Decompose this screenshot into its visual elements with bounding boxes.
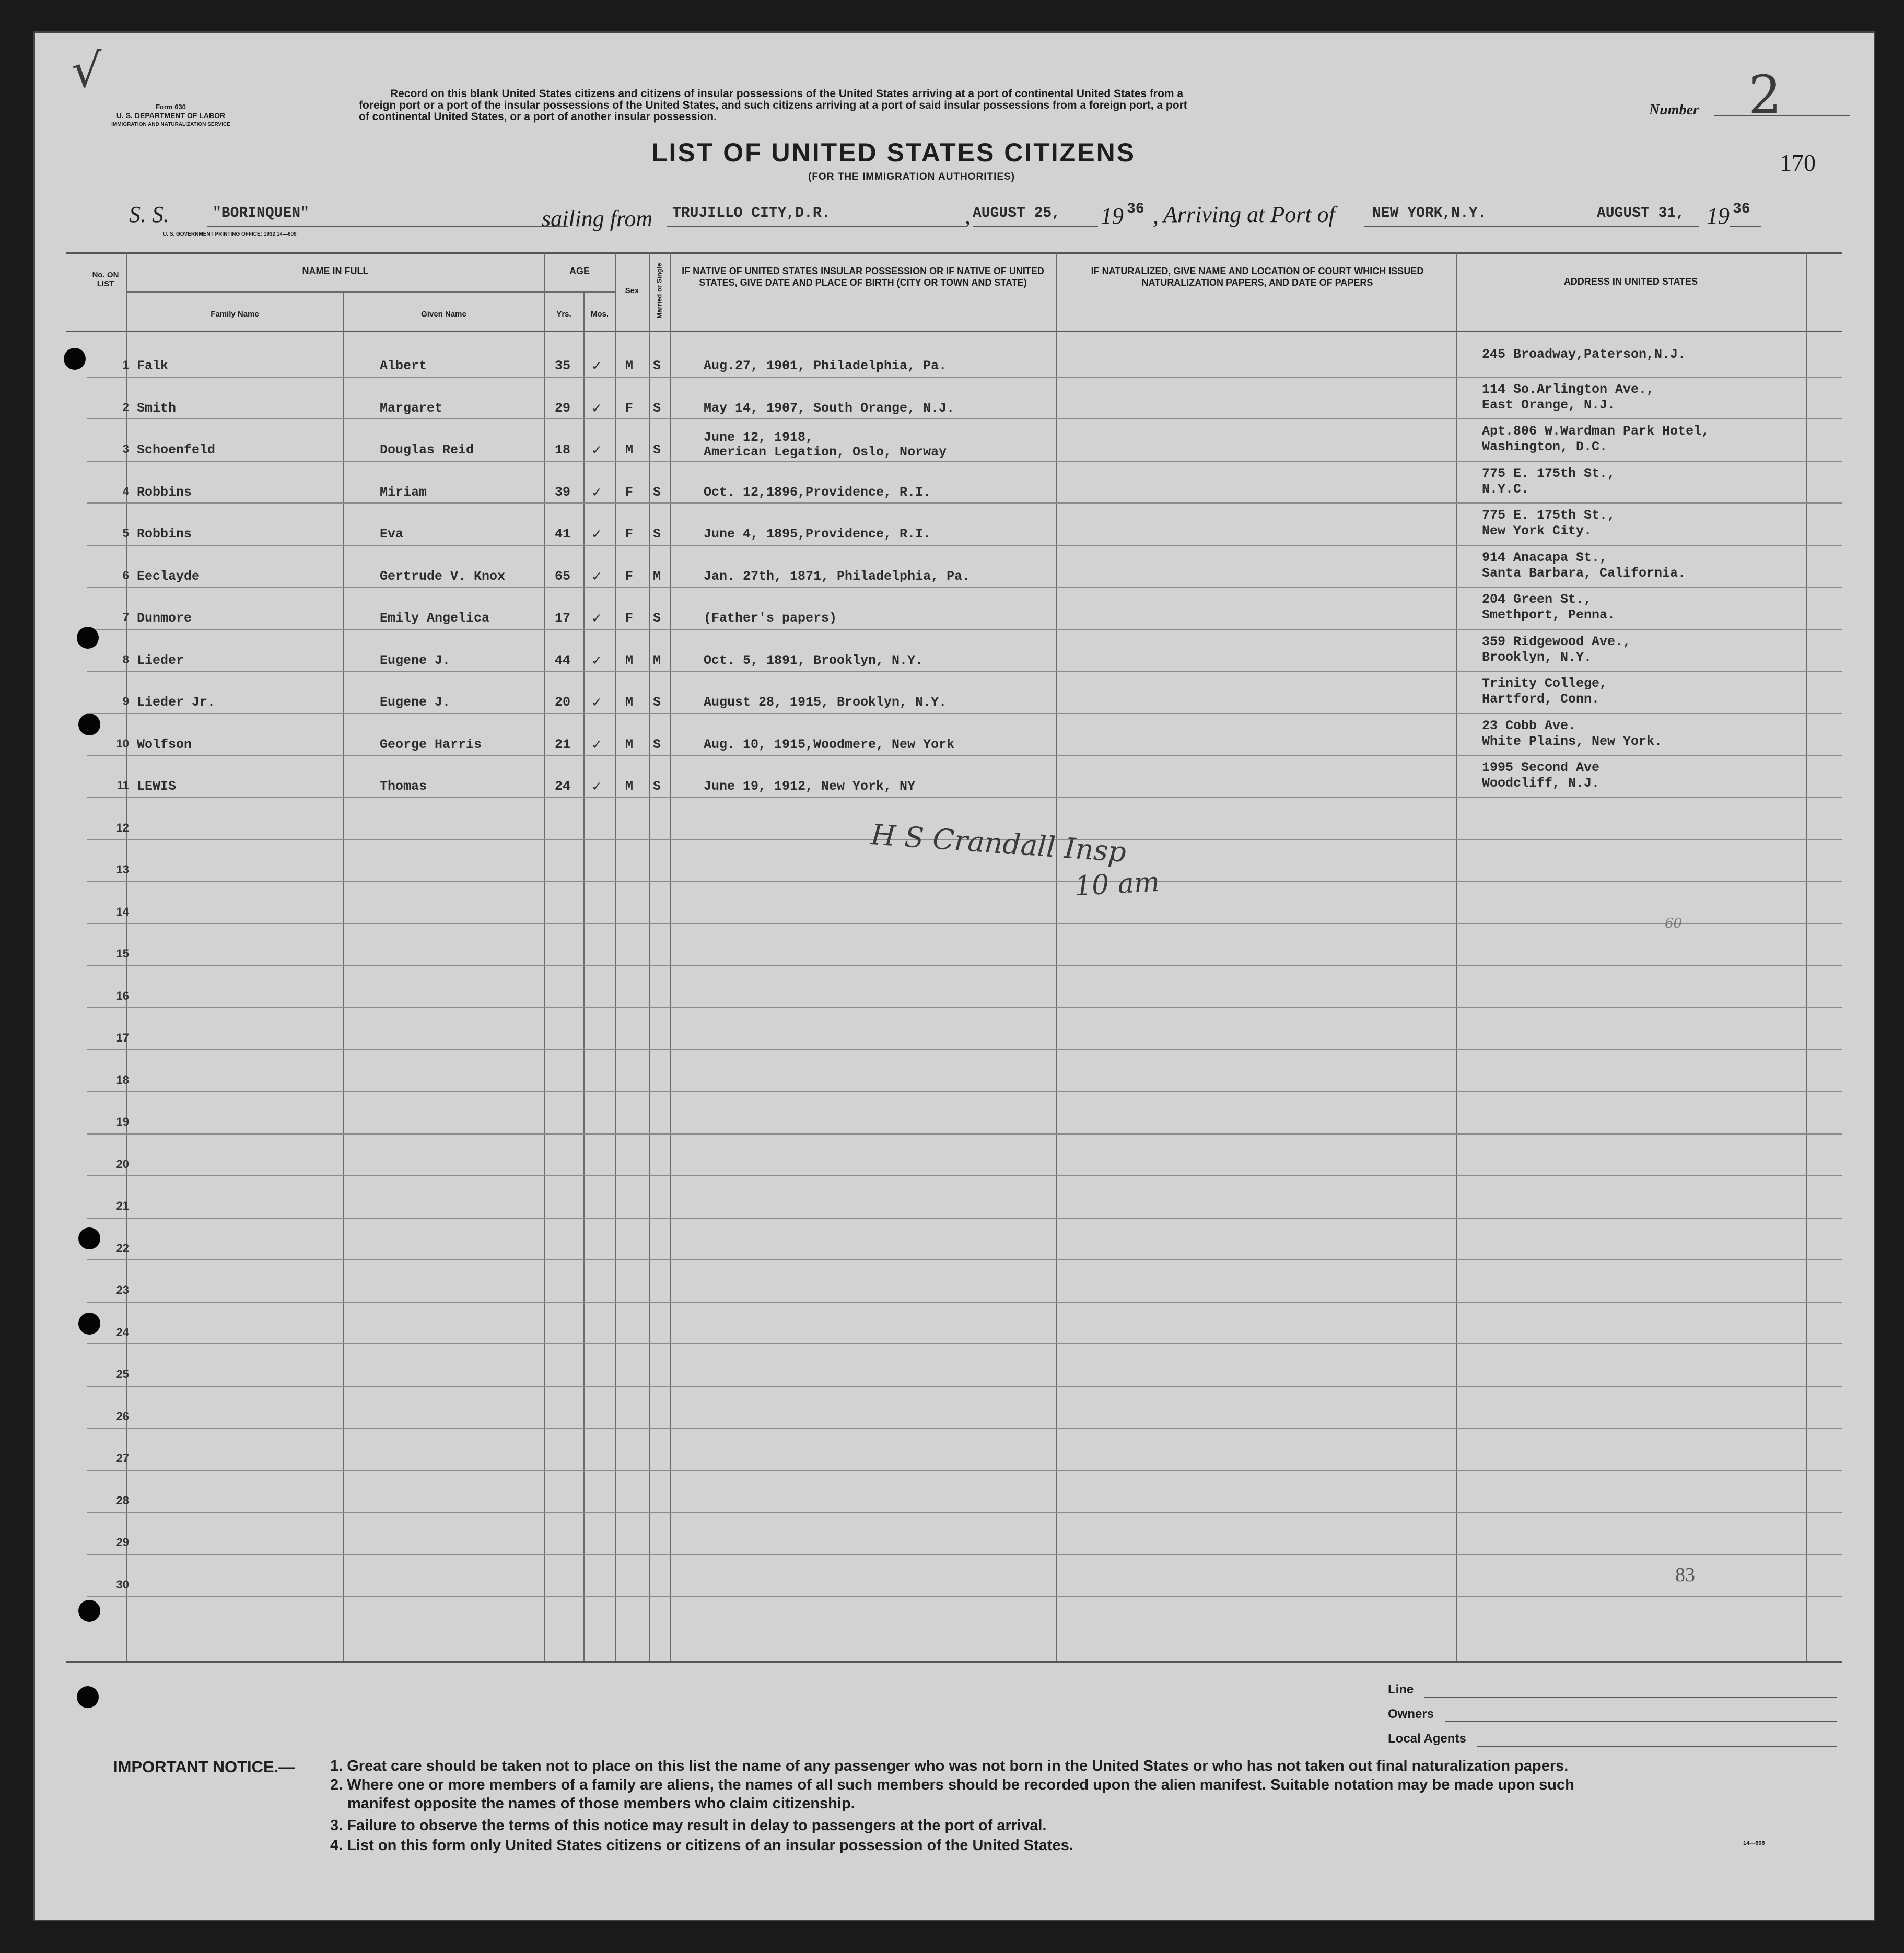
given-name: Thomas (380, 779, 427, 794)
family-name: Smith (137, 400, 177, 416)
intro-paragraph (359, 88, 1586, 123)
row-rule (87, 587, 1842, 588)
punch-hole-2 (77, 627, 99, 649)
family-name: LEWIS (137, 779, 177, 794)
address-line-2: Santa Barbara, California. (1482, 565, 1686, 581)
row-rule (87, 1343, 1842, 1344)
marital-status: S (653, 484, 661, 500)
row-number: 16 (116, 989, 129, 1002)
row-number: 4 (122, 484, 129, 498)
marital-status: M (653, 568, 661, 584)
age-months-check: ✓ (591, 484, 602, 500)
marital-status: S (653, 779, 661, 794)
age-months-check: ✓ (591, 358, 602, 373)
sex: F (625, 568, 634, 584)
family-name: Lieder Jr. (137, 695, 216, 710)
address-line-2: Washington, D.C. (1482, 439, 1608, 454)
header-no-on-list: No. ON LIST (92, 271, 119, 288)
arrival-year-underline (1730, 226, 1761, 227)
col-sep-yrs (583, 291, 585, 1661)
col-sep-sex (649, 252, 650, 1661)
row-rule (87, 713, 1842, 714)
punch-hole-4 (78, 1227, 100, 1249)
row-rule (87, 1386, 1842, 1387)
departure-port-underline (667, 226, 965, 227)
row-rule (87, 755, 1842, 756)
header-address: ADDRESS IN UNITED STATES (1563, 276, 1698, 287)
given-name: Gertrude V. Knox (380, 568, 506, 584)
punch-hole-7 (77, 1686, 99, 1708)
header-sex: Sex (625, 286, 639, 295)
row-number: 1 (122, 358, 129, 371)
row-number: 25 (116, 1367, 129, 1381)
arriving-label: Arriving at Port of (1163, 202, 1335, 227)
row-number: 18 (116, 1073, 129, 1086)
comma-1: , (965, 203, 971, 229)
address-line-2: New York City. (1482, 523, 1592, 539)
row-rule (87, 1091, 1842, 1092)
col-sep-birth (1056, 252, 1057, 1661)
row-rule (87, 461, 1842, 462)
marital-status: S (653, 400, 661, 416)
punch-hole-3 (78, 714, 100, 735)
given-name: Douglas Reid (380, 442, 474, 458)
birth-info-line-1: June 12, 1918, (704, 430, 814, 445)
given-name: Albert (380, 358, 427, 373)
row-number: 17 (116, 1031, 129, 1044)
marital-status: S (653, 527, 661, 542)
intro-line-3: of continental United States, or a port of another insular possession. (359, 111, 717, 123)
sex: F (625, 400, 634, 416)
row-rule (87, 1259, 1842, 1260)
comma-2: , (1153, 203, 1159, 229)
row-number: 21 (116, 1199, 129, 1212)
header-married-or-single: Married or Single (655, 263, 663, 319)
family-name: Lieder (137, 652, 184, 668)
ship-name: "BORINQUEN" (213, 205, 309, 221)
form-department: U. S. DEPARTMENT OF LABOR (116, 111, 226, 120)
marital-status: S (653, 611, 661, 626)
given-name: Eugene J. (380, 695, 451, 710)
address-line-2: N.Y.C. (1482, 481, 1529, 497)
sex: M (625, 779, 634, 794)
col-sep-right-edge (1806, 252, 1807, 1661)
address-line-2: White Plains, New York. (1482, 733, 1663, 749)
list-number: 2 (1748, 64, 1782, 125)
row-number: 8 (122, 652, 129, 666)
age-years: 65 (555, 568, 571, 584)
col-sep-family (343, 291, 344, 1661)
address-line-1: 114 So.Arlington Ave., (1482, 381, 1655, 397)
notice-form-code: 14—608 (1743, 1840, 1765, 1846)
stamp-83: 83 (1675, 1564, 1695, 1586)
sailing-label: sailing from (542, 206, 653, 231)
row-rule (87, 377, 1842, 378)
intro-line-2: foreign port or a port of the insular possessions of the United States, and such citizens arriving at a port of said insular possessions from a foreign port, a port (359, 99, 1187, 111)
age-months-check: ✓ (591, 442, 602, 458)
punch-hole-1 (64, 348, 86, 370)
form-identifier (66, 102, 275, 129)
row-number: 20 (116, 1157, 129, 1171)
row-rule (87, 1218, 1842, 1219)
age-years: 44 (555, 652, 571, 668)
punch-hole-5 (78, 1313, 100, 1335)
header-name-in-full: NAME IN FULL (302, 266, 369, 276)
col-sep-given (544, 252, 545, 1661)
header-bottom-rule (66, 331, 1842, 332)
birth-info: Aug.27, 1901, Philadelphia, Pa. (704, 358, 947, 373)
form-service: IMMIGRATION AND NATURALIZATION SERVICE (111, 122, 230, 127)
footer-owners-underline (1445, 1721, 1837, 1722)
notice-item-2: 2. Where one or more members of a family are aliens, the names of all such members should be recorded upon the alien manifest. Suitable notation may be made upon such (330, 1776, 1574, 1793)
row-rule (87, 1554, 1842, 1555)
birth-info: June 19, 1912, New York, NY (704, 779, 916, 794)
departure-date-underline (973, 226, 1098, 227)
address-line-2: Woodcliff, N.J. (1482, 776, 1600, 791)
row-rule (87, 629, 1842, 630)
row-rule (87, 1470, 1842, 1471)
departure-date: AUGUST 25, (973, 205, 1061, 221)
row-rule (87, 671, 1842, 672)
row-rule (87, 1049, 1842, 1050)
notice-heading: IMPORTANT NOTICE.— (113, 1758, 295, 1776)
marital-status: S (653, 442, 661, 458)
family-name: Wolfson (137, 736, 192, 752)
birth-info: Jan. 27th, 1871, Philadelphia, Pa. (704, 568, 971, 584)
age-months-check: ✓ (591, 652, 602, 668)
row-rule (87, 1007, 1842, 1008)
age-years: 21 (555, 736, 571, 752)
arrival-year: 36 (1733, 201, 1750, 217)
age-subheader-rule (544, 291, 615, 293)
table-top-rule (66, 252, 1842, 254)
footer-agents-label: Local Agents (1388, 1732, 1466, 1746)
row-number: 7 (122, 611, 129, 624)
form-number: Form 630 (156, 103, 186, 111)
notice-item-2-cont: manifest opposite the names of those members who claim citizenship. (347, 1795, 855, 1812)
header-age-yrs: Yrs. (556, 310, 571, 319)
ss-label: S. S. (129, 202, 169, 227)
row-number: 30 (116, 1577, 129, 1591)
birth-info: (Father's papers) (704, 611, 837, 626)
row-rule (87, 797, 1842, 798)
col-sep-naturalized (1456, 252, 1457, 1661)
age-years: 41 (555, 527, 571, 542)
birth-info-line-2: American Legation, Oslo, Norway (704, 445, 947, 460)
address-line-1: 1995 Second Ave (1482, 760, 1600, 775)
row-number: 28 (116, 1493, 129, 1507)
row-number: 22 (116, 1241, 129, 1255)
age-years: 29 (555, 400, 571, 416)
birth-info: Aug. 10, 1915,Woodmere, New York (704, 736, 955, 752)
given-name: George Harris (380, 736, 482, 752)
family-name: Robbins (137, 484, 192, 500)
row-number: 6 (122, 568, 129, 582)
birth-info: Oct. 12,1896,Providence, R.I. (704, 484, 931, 500)
table-bottom-rule (66, 1661, 1842, 1663)
age-years: 39 (555, 484, 571, 500)
row-number: 23 (116, 1283, 129, 1296)
notice-item-3: 3. Failure to observe the terms of this notice may result in delay to passengers at the port of arrival. (330, 1817, 1047, 1834)
given-name: Margaret (380, 400, 443, 416)
address: 245 Broadway,Paterson,N.J. (1482, 347, 1686, 362)
row-rule (87, 1175, 1842, 1176)
row-rule (87, 1428, 1842, 1429)
address-line-1: 359 Ridgewood Ave., (1482, 634, 1631, 649)
age-months-check: ✓ (591, 611, 602, 626)
address-line-1: Apt.806 W.Wardman Park Hotel, (1482, 424, 1710, 439)
age-months-check: ✓ (591, 779, 602, 794)
age-months-check: ✓ (591, 736, 602, 752)
departure-year-prefix: 19 (1101, 203, 1124, 229)
row-number: 11 (116, 779, 129, 792)
address-line-2: Smethport, Penna. (1482, 607, 1616, 623)
corner-check-mark: √ (72, 43, 102, 98)
row-number: 19 (116, 1115, 129, 1128)
inspector-signature: H S Crandall Insp (870, 818, 1127, 869)
sex: M (625, 442, 634, 458)
sex: M (625, 358, 634, 373)
row-number: 5 (122, 527, 129, 540)
page-stamp: 170 (1780, 149, 1816, 176)
departure-port: TRUJILLO CITY,D.R. (672, 205, 831, 221)
address-line-1: 914 Anacapa St., (1482, 549, 1608, 565)
arrival-port: NEW YORK,N.Y. (1372, 205, 1487, 221)
row-rule (87, 1596, 1842, 1597)
footer-line-underline (1424, 1697, 1837, 1698)
row-number: 27 (116, 1452, 129, 1465)
header-given-name: Given Name (421, 310, 466, 319)
manifest-page (33, 31, 1875, 1921)
address-line-1: 775 E. 175th St., (1482, 508, 1616, 523)
marital-status: S (653, 358, 661, 373)
address-line-1: 23 Cobb Ave. (1482, 718, 1576, 733)
address-line-2: Hartford, Conn. (1482, 692, 1600, 707)
header-birth: IF NATIVE OF UNITED STATES INSULAR POSSESSION OR IF NATIVE OF UNITED STATES, GIVE DATE AND PLACE OF BIRTH (CITY OR TOWN AND STATE) (682, 266, 1044, 288)
address-line-2: East Orange, N.J. (1482, 397, 1616, 413)
sex: M (625, 736, 634, 752)
family-name: Robbins (137, 527, 192, 542)
number-underline (1714, 115, 1850, 116)
family-name: Eeclayde (137, 568, 200, 584)
age-years: 17 (555, 611, 571, 626)
row-number: 9 (122, 695, 129, 708)
footer-line-label: Line (1388, 1682, 1414, 1697)
birth-info: June 4, 1895,Providence, R.I. (704, 527, 931, 542)
header-family-name: Family Name (211, 310, 259, 319)
age-months-check: ✓ (591, 568, 602, 584)
age-months-check: ✓ (591, 695, 602, 710)
birth-info: Oct. 5, 1891, Brooklyn, N.Y. (704, 652, 924, 668)
age-years: 35 (555, 358, 571, 373)
col-sep-mos (615, 252, 616, 1661)
row-rule (87, 881, 1842, 882)
row-number: 29 (116, 1536, 129, 1549)
address-line-1: 204 Green St., (1482, 592, 1592, 607)
family-name: Falk (137, 358, 169, 373)
row-number: 3 (122, 442, 129, 455)
row-rule (87, 545, 1842, 546)
departure-year: 36 (1127, 201, 1144, 217)
row-rule (87, 1512, 1842, 1513)
marital-status: S (653, 736, 661, 752)
age-months-check: ✓ (591, 527, 602, 542)
age-years: 20 (555, 695, 571, 710)
footer-agents-underline (1477, 1746, 1837, 1747)
row-number: 10 (116, 736, 129, 750)
col-sep-ms (670, 252, 671, 1661)
given-name: Eva (380, 527, 404, 542)
row-rule (87, 923, 1842, 924)
marital-status: M (653, 652, 661, 668)
number-label: Number (1649, 102, 1699, 118)
sex: F (625, 611, 634, 626)
row-number: 15 (116, 947, 129, 960)
ship-underline (207, 226, 568, 227)
age-years: 24 (555, 779, 571, 794)
row-rule (87, 418, 1842, 419)
notice-item-1: 1. Great care should be taken not to place on this list the name of any passenger who was not born in the United States or who has not taken out final naturalization papers. (330, 1758, 1569, 1774)
address-line-2: Brooklyn, N.Y. (1482, 649, 1592, 665)
page-title: LIST OF UNITED STATES CITIZENS (651, 138, 1136, 167)
footer-owners-label: Owners (1388, 1707, 1434, 1721)
given-name: Emily Angelica (380, 611, 490, 626)
header-age: AGE (569, 266, 590, 276)
address-line-1: 775 E. 175th St., (1482, 465, 1616, 481)
family-name: Dunmore (137, 611, 192, 626)
margin-note: 60 (1665, 916, 1683, 931)
sex: F (625, 527, 634, 542)
given-name: Miriam (380, 484, 427, 500)
row-rule (87, 1133, 1842, 1135)
row-number: 26 (116, 1409, 129, 1423)
intro-line-1: Record on this blank United States citizens and citizens of insular possessions of the United States arriving at a port of continental United States from a (390, 88, 1184, 100)
age-years: 18 (555, 442, 571, 458)
row-number: 2 (122, 400, 129, 414)
given-name: Eugene J. (380, 652, 451, 668)
row-number: 12 (116, 821, 129, 834)
row-number: 13 (116, 863, 129, 876)
header-age-mos: Mos. (590, 310, 609, 319)
header-naturalized: IF NATURALIZED, GIVE NAME AND LOCATION OF COURT WHICH ISSUED NATURALIZATION PAPERS, AND DATE OF PAPERS (1091, 266, 1424, 288)
marital-status: S (653, 695, 661, 710)
arrival-year-prefix: 19 (1707, 203, 1730, 229)
birth-info: May 14, 1907, South Orange, N.J. (704, 400, 955, 416)
sex: F (625, 484, 634, 500)
sex: M (625, 695, 634, 710)
page-subtitle: (FOR THE IMMIGRATION AUTHORITIES) (808, 171, 1015, 182)
age-months-check: ✓ (591, 400, 602, 416)
row-number: 24 (116, 1325, 129, 1339)
row-rule (87, 502, 1842, 504)
printer-note: U. S. GOVERNMENT PRINTING OFFICE: 1932 14—608 (163, 231, 297, 237)
name-subheader-rule (126, 291, 544, 293)
row-rule (87, 1302, 1842, 1303)
arrival-date: AUGUST 31, (1597, 205, 1685, 221)
row-rule (87, 965, 1842, 966)
punch-hole-6 (78, 1600, 100, 1622)
arrival-port-underline (1364, 226, 1699, 227)
birth-info: August 28, 1915, Brooklyn, N.Y. (704, 695, 947, 710)
family-name: Schoenfeld (137, 442, 216, 458)
address-line-1: Trinity College, (1482, 676, 1608, 691)
row-number: 14 (116, 905, 129, 918)
notice-item-4: 4. List on this form only United States citizens or citizens of an insular possession of the United States. (330, 1837, 1073, 1854)
inspector-time: 10 am (1073, 866, 1161, 903)
sex: M (625, 652, 634, 668)
